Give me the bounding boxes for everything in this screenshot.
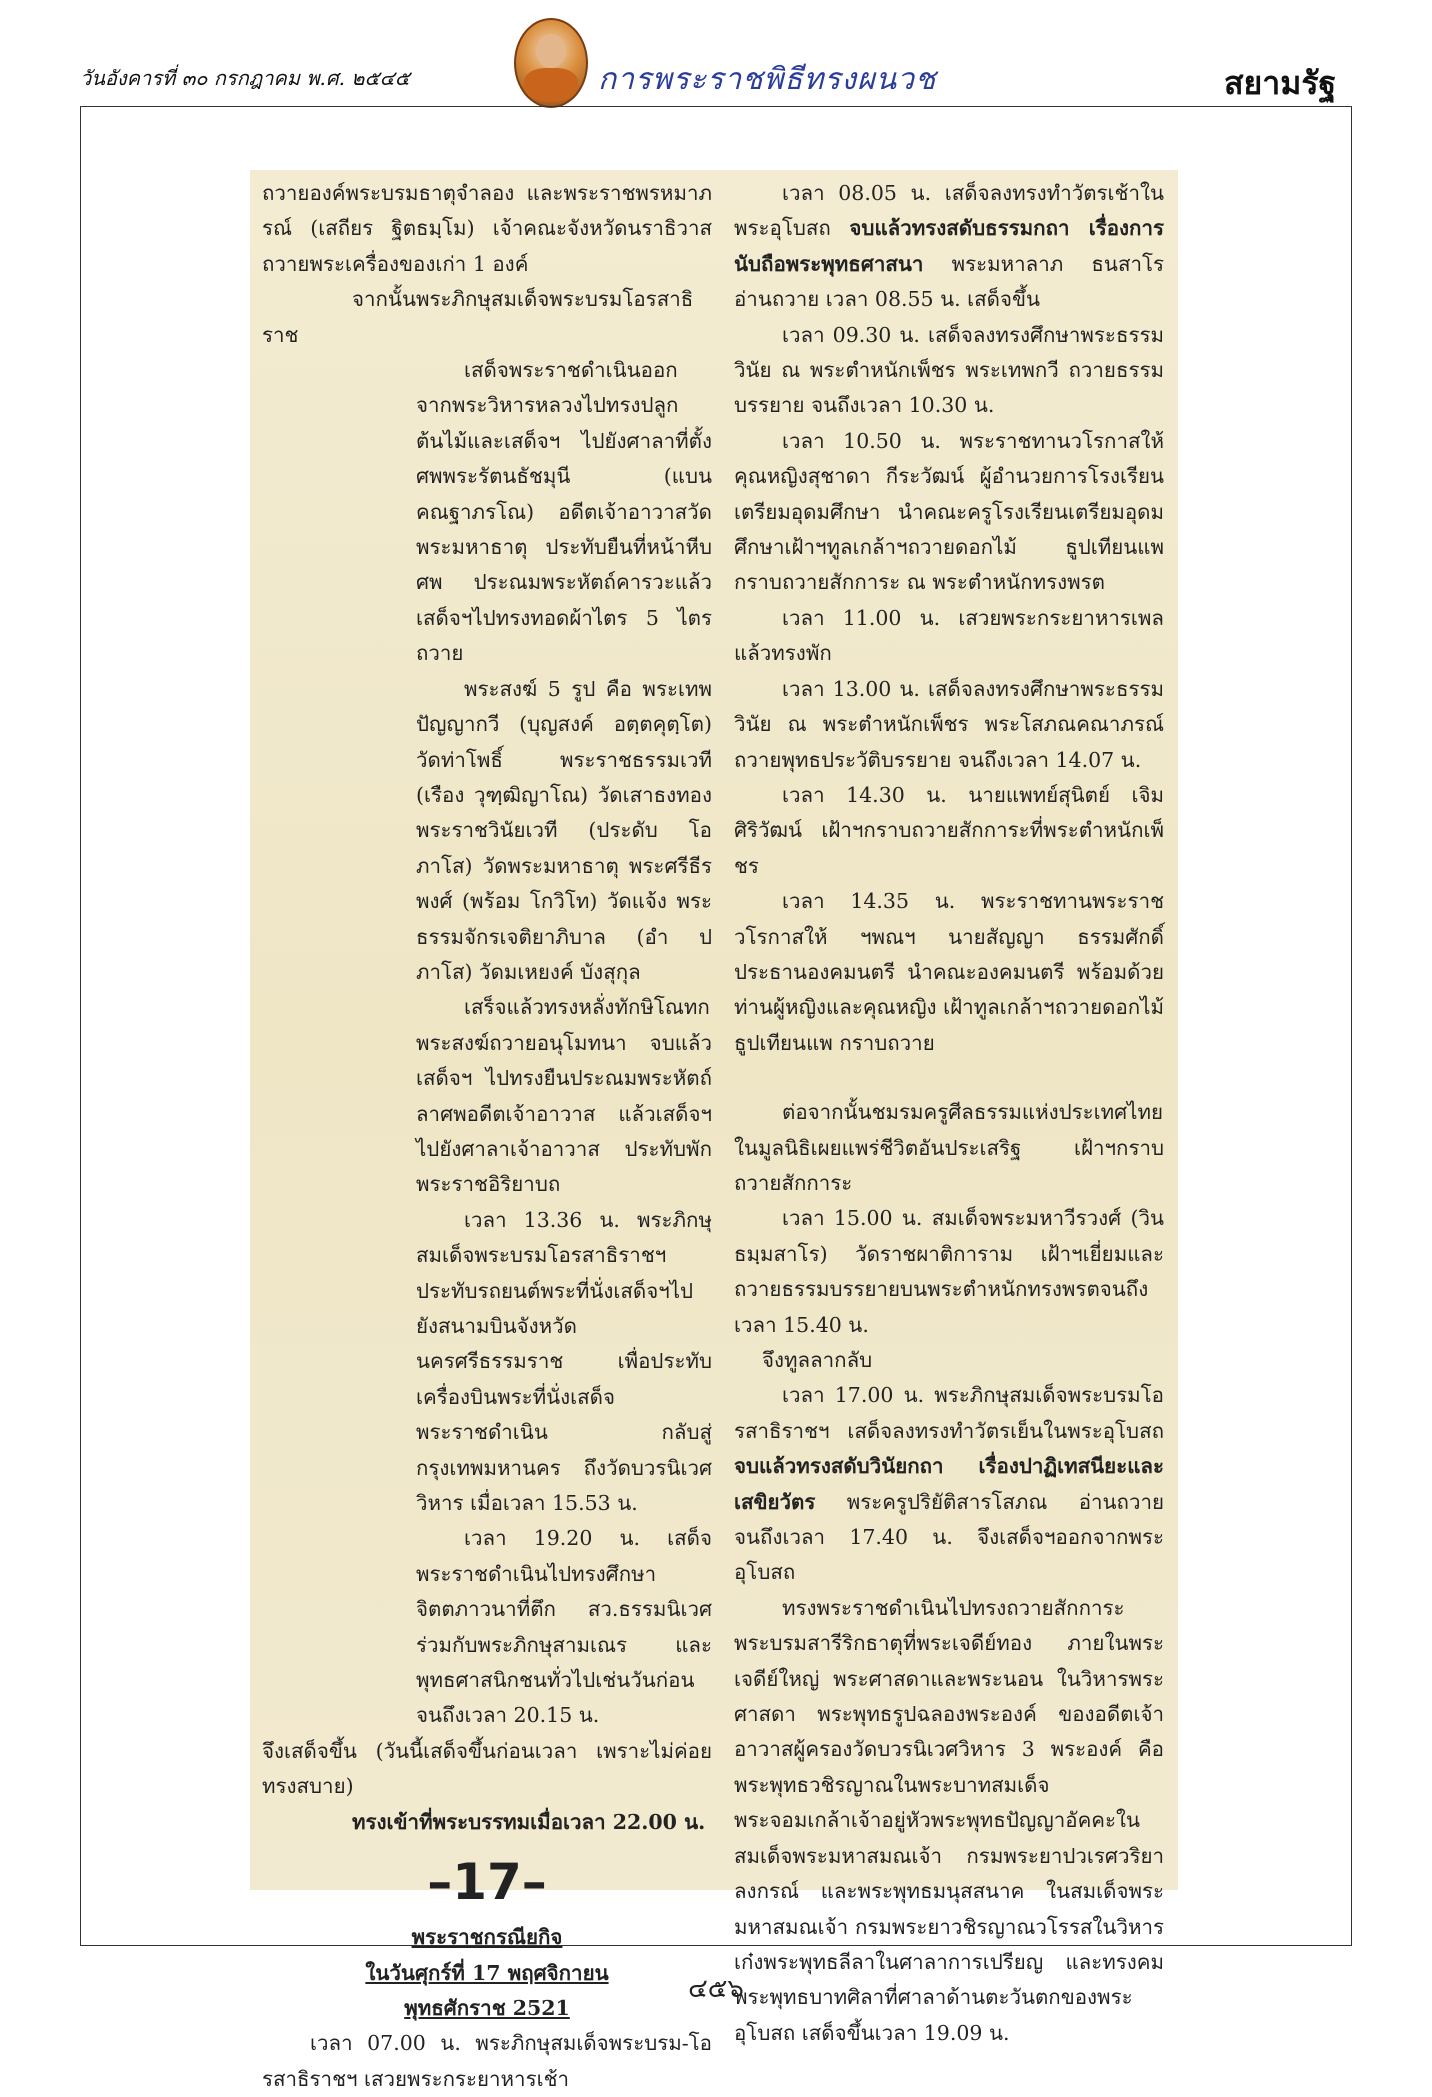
section-heading: พุทธศักราช 2521: [404, 1995, 570, 2020]
section-number: –17–: [427, 1853, 547, 1912]
paragraph: เวลา 07.00 น. พระภิกษุสมเด็จพระบรม-โอรสาธิราชฯ เสวยพระกระยาหารเช้า: [262, 2031, 712, 2091]
section-title: การพระราชพิธีทรงผนวช: [598, 62, 937, 97]
page-header: [0, 0, 1432, 100]
section-heading: ในวันศุกร์ที่ 17 พฤศจิกายน: [365, 1960, 609, 1985]
paragraph: เวลา 14.35 น. พระราชทานพระราชวโรกาสให้ ฯพณฯ นายสัญญา ธรรมศักดิ์ ประธานองคมนตรี นำคณะองคมนตรี พร้อมด้วยท่านผู้หญิงและคุณหญิง เฝ้าทูลเกล้าฯถวายดอกไม้ธูปเทียนแพ กราบถวาย: [734, 889, 1164, 1055]
paragraph: เวลา 13.36 น. พระภิกษุสมเด็จพระบรมโอรสาธิราชฯ ประทับรถยนต์พระที่นั่งเสด็จฯไปยังสนามบินจังหวัดนครศรีธรรมราช เพื่อประทับเครื่องบินพระที่นั่งเสด็จพระราชดำเนิน กลับสู่กรุงเทพมหานคร ถึงวัดบวรนิเวศวิหาร เมื่อเวลา 15.53 น.: [416, 1207, 712, 1516]
left-column: [262, 176, 712, 2097]
paragraph: เสด็จพระราชดำเนินออกจากพระวิหารหลวงไปทรงปลูกต้นไม้และเสด็จฯ ไปยังศาลาที่ตั้งศพพระรัตนธัชมุนี (แบน คณฐาภรโณ) อดีตเจ้าอาวาสวัดพระมหาธาตุ ประทับยืนที่หน้าหีบศพ ประณมพระหัตถ์คารวะแล้ว เสด็จฯไปทรงทอดผ้าไตร 5 ไตรถวาย: [416, 358, 712, 666]
paragraph: เสร็จแล้วทรงหลั่งทักษิโณทก พระสงฆ์ถวายอนุโมทนา จบแล้วเสด็จฯ ไปทรงยืนประณมพระหัตถ์ลาศพอดีตเจ้าอาวาส แล้วเสด็จฯไปยังศาลาเจ้าอาวาส ประทับพักพระราชอิริยาบถ: [416, 995, 712, 1197]
paragraph: เวลา 15.00 น. สมเด็จพระมหาวีรวงศ์ (วิน ธมฺมสาโร) วัดราชผาติการาม เฝ้าฯเยี่ยมและถวายธรรมบรรยายบนพระตำหนักทรงพรตจนถึงเวลา 15.40 น.: [734, 1206, 1164, 1337]
page-number: ๔๕๖: [688, 1974, 744, 2004]
paragraph: ถวายองค์พระบรมธาตุจำลอง และพระราชพรหมาภรณ์ (เสถียร ฐิตธมฺโม) เจ้าคณะจังหวัดนราธิวาส ถวายพระเครื่องของเก่า 1 องค์: [262, 181, 712, 276]
issue-date: วันอังคารที่ ๓๐ กรกฎาคม พ.ศ. ๒๕๔๕: [80, 66, 410, 90]
paragraph: พระสงฆ์ 5 รูป คือ พระเทพปัญญากวี (บุญสงค์ อตฺตคุตฺโต) วัดท่าโพธิ์ พระราชธรรมเวที (เรือง วุฑฺฒิญาโณ) วัดเสาธงทอง พระราชวินัยเวที (ประดับ โอภาโส) วัดพระมหาธาตุ พระศรีธีรพงศ์ (พร้อม โกวิโท) วัดแจ้ง พระธรรมจักรเจติยาภิบาล (อำ ปภาโส) วัดมเหยงค์ บังสุกุล: [416, 676, 712, 984]
paragraph: จากนั้นพระภิกษุสมเด็จพระบรมโอรสาธิราช: [262, 287, 694, 347]
paragraph: เวลา 19.20 น. เสด็จพระราชดำเนินไปทรงศึกษาจิตตภาวนาที่ตึก สว.ธรรมนิเวศ ร่วมกับพระภิกษุสามเณร และพุทธศาสนิกชนทั่วไปเช่นวันก่อน จนถึงเวลา 20.15 น.: [416, 1526, 712, 1728]
paragraph: เวลา 17.00 น. พระภิกษุสมเด็จพระบรมโอรสาธิราชฯ เสด็จลงทรงทำวัตรเย็นในพระอุโบสถ จบแล้วทรงสดับวินัยกถา เรื่องปาฏิเทสนียะและเสขิยวัตร พระครูปริยัติสารโสภณ อ่านถวาย จนถึงเวลา 17.40 น. จึงเสด็จฯออกจากพระอุโบสถ: [734, 1383, 1164, 1585]
section-heading: พระราชกรณียกิจ: [411, 1925, 563, 1950]
paragraph: ต่อจากนั้นชมรมครูศีลธรรมแห่งประเทศไทยในมูลนิธิเผยแพร่ชีวิตอันประเสริฐ เฝ้าฯกราบถวายสักการะ: [734, 1100, 1164, 1195]
paragraph: เวลา 13.00 น. เสด็จลงทรงศึกษาพระธรรมวินัย ณ พระตำหนักเพ็ชร พระโสภณคณาภรณ์ ถวายพุทธประวัติบรรยาย จนถึงเวลา 14.07 น.: [734, 676, 1164, 772]
paragraph: เวลา 11.00 น. เสวยพระกระยาหารเพลแล้วทรงพัก: [734, 605, 1164, 666]
paragraph: จึงทูลลากลับ: [762, 1348, 873, 1372]
paragraph: เวลา 09.30 น. เสด็จลงทรงศึกษาพระธรรมวินัย ณ พระตำหนักเพ็ชร พระเทพกวี ถวายธรรมบรรยาย จนถึงเวลา 10.30 น.: [734, 322, 1164, 418]
paragraph: ทรงพระราชดำเนินไปทรงถวายสักการะพระบรมสารีริกธาตุที่พระเจดีย์ทอง ภายในพระเจดีย์ใหญ่ พระศาสดาและพระนอน ในวิหารพระศาสดา พระพุทธรูปฉลองพระองค์ ของอดีตเจ้าอาวาสผู้ครองวัดบวรนิเวศวิหาร 3 พระองค์ คือ พระพุทธวชิรญาณในพระบาทสมเด็จพระจอมเกล้าเจ้าอยู่หัวพระพุทธปัญญาอัคคะในสมเด็จพระมหาสมณเจ้า กรมพระยาปวเรศวริยาลงกรณ์ และพระพุทธมนุสสนาค ในสมเด็จพระมหาสมณเจ้า กรมพระยาวชิรญาณวโรรสในวิหารเก๋งพระพุทธลีลาในศาลาการเปรียญ และทรงคมพระพุทธบาทศิลาที่ศาลาด้านตะวันตกของพระอุโบสถ เสด็จขึ้นเวลา 19.09 น.: [734, 1595, 1164, 2045]
right-column: [734, 176, 1164, 2051]
paragraph: เวลา 14.30 น. นายแพทย์สุนิตย์ เจิมศิริวัฒน์ เฝ้าฯกราบถวายสักการะที่พระตำหนักเพ็ชร: [734, 782, 1164, 878]
newspaper-logo: สยามรัฐ: [1224, 64, 1337, 102]
paragraph: ทรงเข้าที่พระบรรทมเมื่อเวลา 22.00 น.: [352, 1809, 706, 1834]
paragraph: เวลา 08.05 น. เสด็จลงทรงทำวัตรเช้าในพระอุโบสถ จบแล้วทรงสดับธรรมกถา เรื่องการนับถือพระพุทธศาสนา พระมหาลาภ ธนสาโร อ่านถวาย เวลา 08.55 น. เสด็จขึ้น: [734, 181, 1164, 312]
paragraph: เวลา 10.50 น. พระราชทานวโรกาสให้ คุณหญิงสุชาดา กีระวัฒน์ ผู้อำนวยการโรงเรียนเตรียมอุดมศึกษา นำคณะครูโรงเรียนเตรียมอุดมศึกษาเฝ้าฯทูลเกล้าฯถวายดอกไม้ ธูปเทียนแพ กราบถวายสักการะ ณ พระตำหนักทรงพรต: [734, 428, 1164, 595]
monk-portrait-icon: [514, 18, 588, 108]
paragraph: จึงเสด็จขึ้น (วันนี้เสด็จขึ้นก่อนเวลา เพราะไม่ค่อยทรงสบาย): [262, 1738, 712, 1799]
